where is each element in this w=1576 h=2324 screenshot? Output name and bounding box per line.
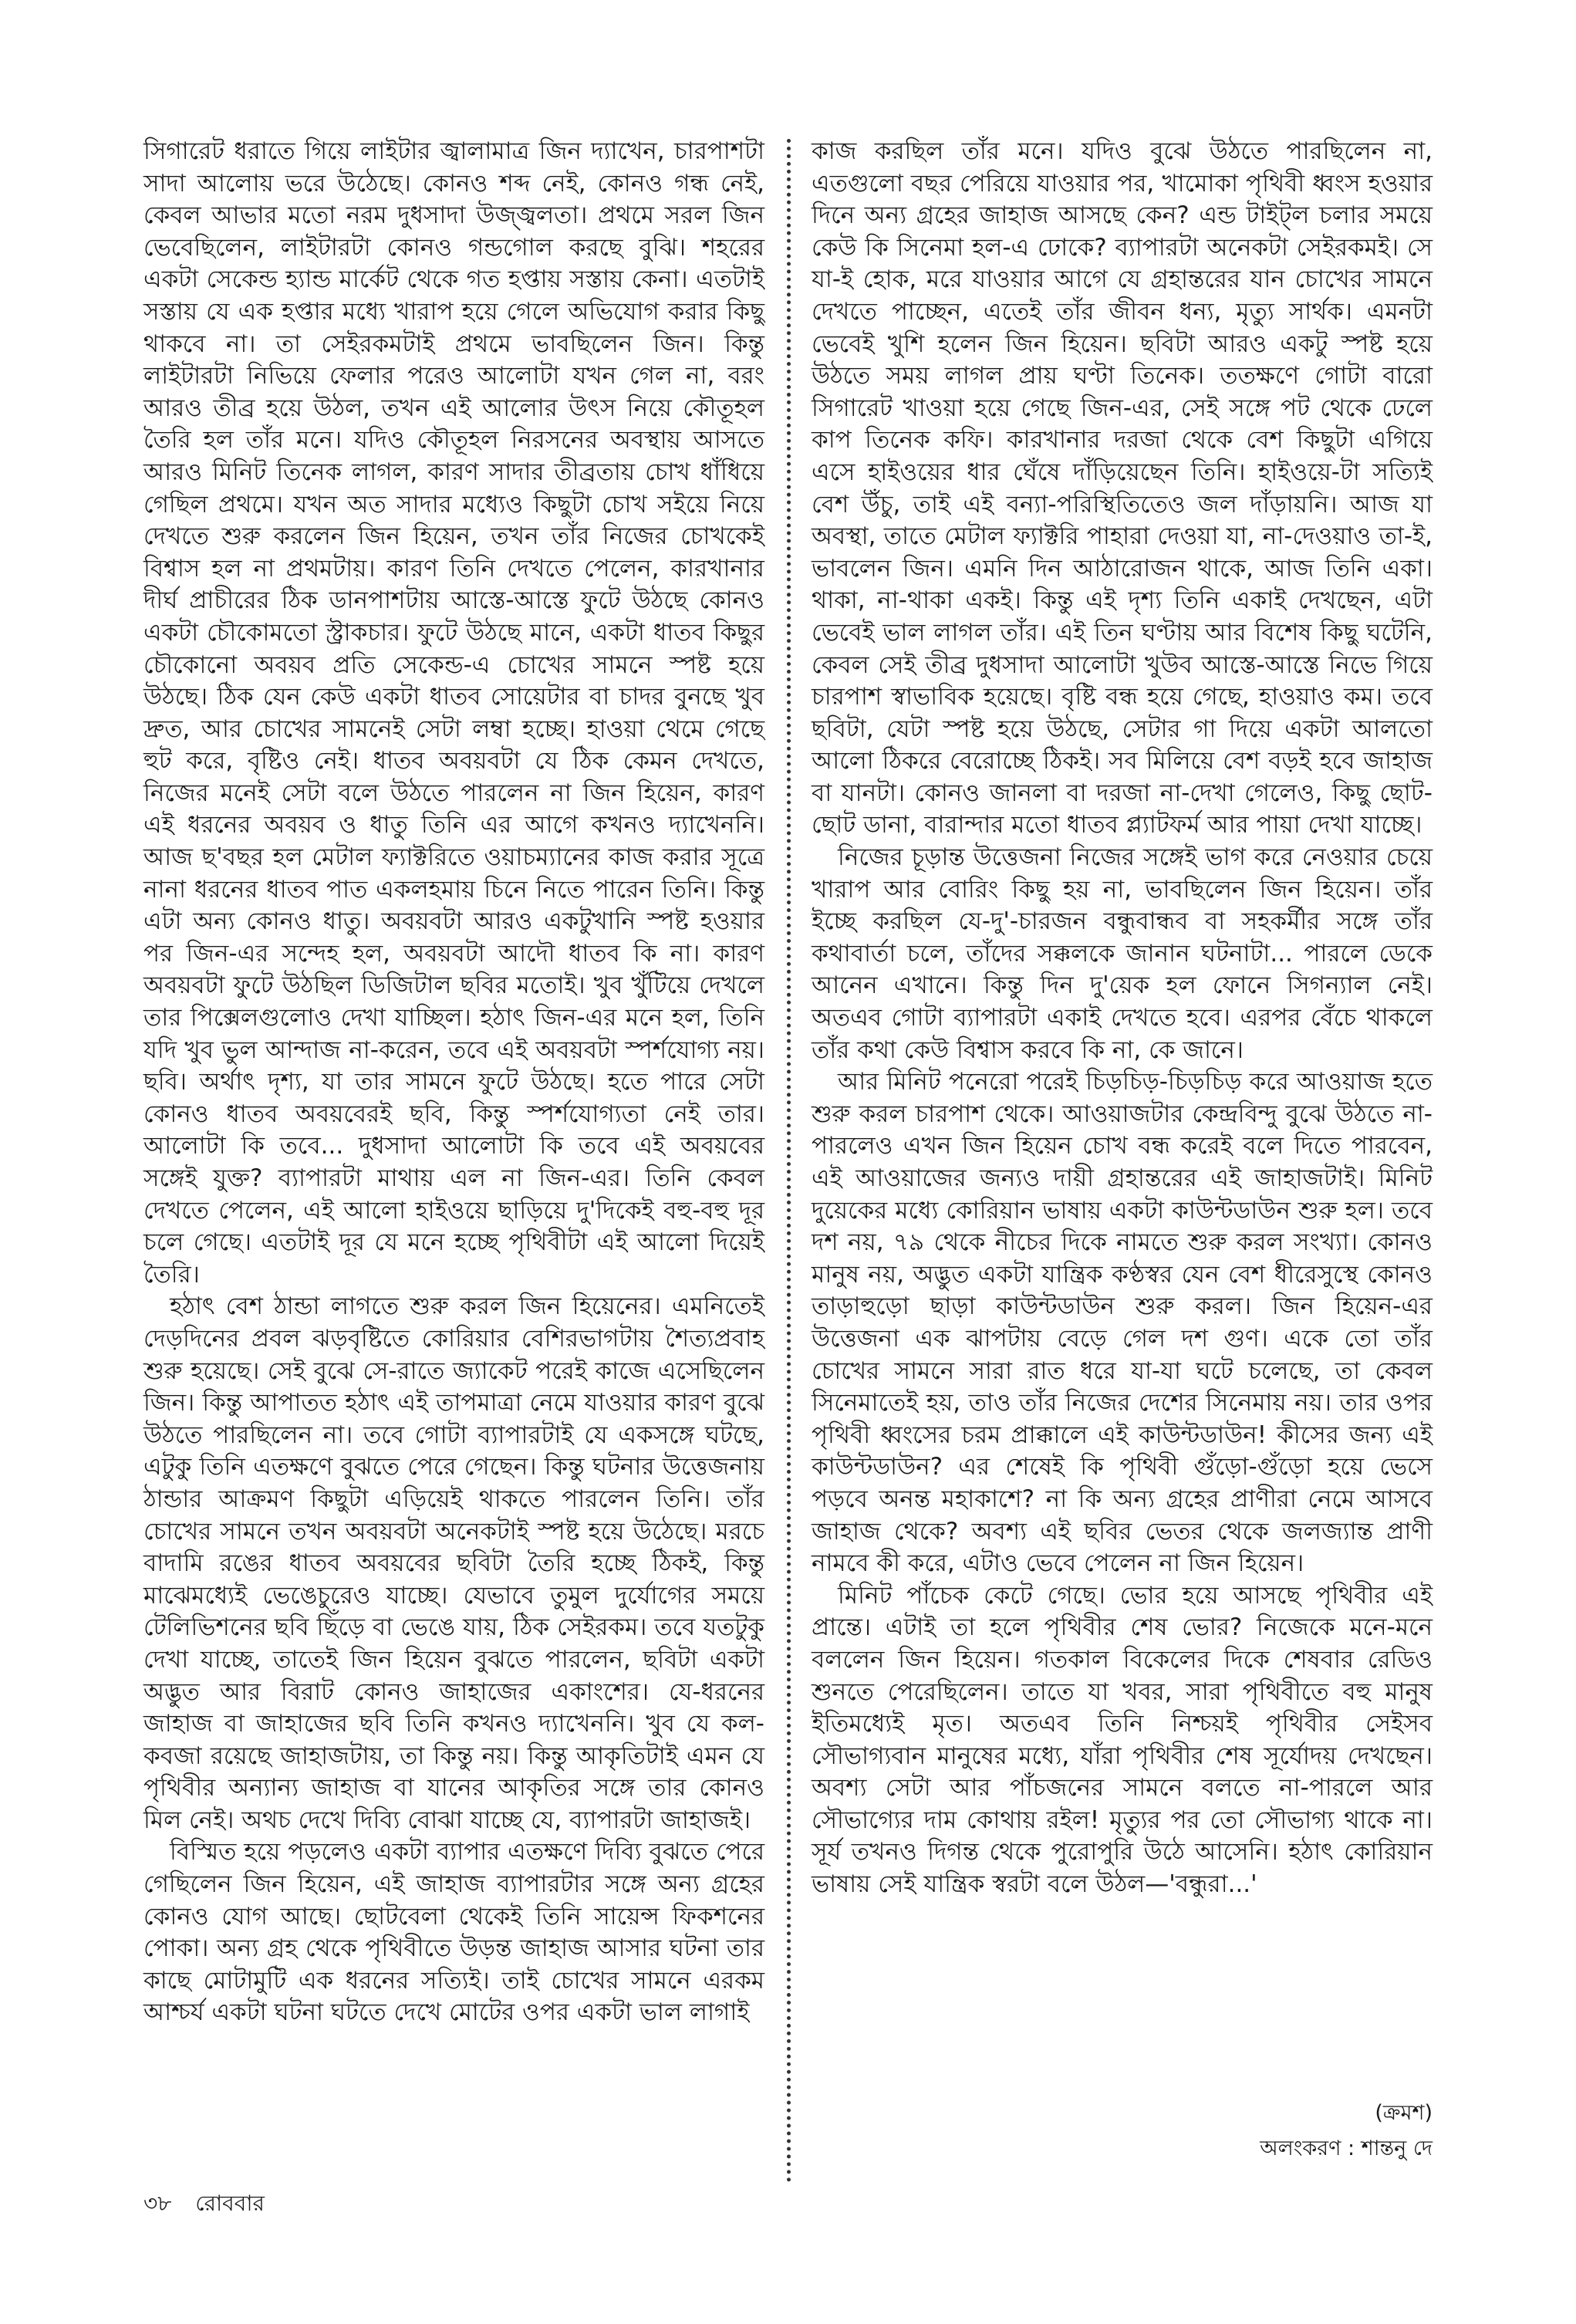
paragraph: নিজের চূড়ান্ত উত্তেজনা নিজের সঙ্গেই ভাগ করে নেওয়ার চেয়ে খারাপ আর বোরিং কিছু হয় না, ভাবছিলেন জিন হিয়েন। তাঁর ইচ্ছে করছিল যে-দু'-চারজন বন্ধুবান্ধব বা সহকর্মীর সঙ্গে তাঁর কথাবার্তা চলে, তাঁদের সক্কলকে জানান ঘটনাটা... পারলে ডেকে আনেন এখানে। কিন্তু দিন দু'য়েক হল ফোনে সিগন্যাল নেই। অতএব গোটা ব্যাপারটা একাই দেখতে হবে। এরপর বেঁচে থাকলে তাঁর কথা কেউ বিশ্বাস করবে কি না, কে জানে। — [812, 843, 1433, 1064]
page-footer — [143, 2187, 282, 2223]
paragraph: বিস্মিত হয়ে পড়লেও একটা ব্যাপার এতক্ষণে দিব্যি বুঝতে পেরে গেছিলেন জিন হিয়েন, এই জাহাজ ব্যাপারটার সঙ্গে অন্য গ্রহের কোনও যোগ আছে। ছোটবেলা থেকেই তিনি সায়েন্স ফিকশনের পোকা। অন্য গ্রহ থেকে পৃথিবীতে উড়ন্ত জাহাজ আসার ঘটনা তার কাছে মোটামুটি এক ধরনের সত্যিই। তাই চোখের সামনে এরকম আশ্চর্য একটা ঘটনা ঘটতে দেখে মোটের ওপর একটা ভাল লাগাই — [143, 1838, 764, 2027]
magazine-name: রোববার — [195, 2191, 265, 2216]
paragraph: হঠাৎ বেশ ঠান্ডা লাগতে শুরু করল জিন হিয়েনের। এমনিতেই দেড়দিনের প্রবল ঝড়বৃষ্টিতে কোরিয়ার বেশিরভাগটায় শৈত্যপ্রবাহ শুরু হয়েছে। সেই বুঝে সে-রাতে জ্যাকেট পরেই কাজে এসেছিলেন জিন। কিন্তু আপাতত হঠাৎ এই তাপমাত্রা নেমে যাওয়ার কারণ বুঝে উঠতে পারছিলেন না। তবে গোটা ব্যাপারটাই যে একসঙ্গে ঘটছে, এটুকু তিনি এতক্ষণে বুঝতে পেরে গেছেন। কিন্তু ঘটনার উত্তেজনায় ঠান্ডার আক্রমণ কিছুটা এড়িয়েই থাকতে পারলেন তিনি। তাঁর চোখের সামনে তখন অবয়বটা অনেকটাই স্পষ্ট হয়ে উঠেছে। মরচে বাদামি রঙের ধাতব অবয়বের ছবিটা তৈরি হচ্ছে ঠিকই, কিন্তু মাঝেমধ্যেই ভেঙেচুরেও যাচ্ছে। যেভাবে তুমুল দুর্যোগের সময়ে টেলিভিশনের ছবি ছিঁড়ে বা ভেঙে যায়, ঠিক সেইরকম। তবে যতটুকু দেখা যাচ্ছে, তাতেই জিন হিয়েন বুঝতে পারলেন, ছবিটা একটা অদ্ভুত আর বিরাট কোনও জাহাজের একাংশের। যে-ধরনের জাহাজ বা জাহাজের ছবি তিনি কখনও দ্যাখেননি। খুব যে কল-কবজা রয়েছে জাহাজটায়, তা কিন্তু নয়। কিন্তু আকৃতিটাই এমন যে পৃথিবীর অন্যান্য জাহাজ বা যানের আকৃতির সঙ্গে তার কোনও মিল নেই। অথচ দেখে দিব্যি বোঝা যাচ্ছে যে, ব্যাপারটা জাহাজই। — [143, 1292, 764, 1834]
paragraph: আর মিনিট পনেরো পরেই চিড়চিড়-চিড়চিড় করে আওয়াজ হতে শুরু করল চারপাশ থেকে। আওয়াজটার কেন্দ্রবিন্দু বুঝে উঠতে না-পারলেও এখন জিন হিয়েন চোখ বন্ধ করেই বলে দিতে পারবেন, এই আওয়াজের জন্যও দায়ী গ্রহান্তরের এই জাহাজটাই। মিনিট দুয়েকের মধ্যে কোরিয়ান ভাষায় একটা কাউন্টডাউন শুরু হল। তবে দশ নয়, ৭৯ থেকে নীচের দিকে নামতে শুরু করল সংখ্যা। কোনও মানুষ নয়, অদ্ভুত একটা যান্ত্রিক কণ্ঠস্বর যেন বেশ ধীরেসুস্থে কোনও তাড়াহুড়ো ছাড়া কাউন্টডাউন শুরু করল। জিন হিয়েন-এর উত্তেজনা এক ঝাপটায় বেড়ে গেল দশ গুণ। একে তো তাঁর চোখের সামনে সারা রাত ধরে যা-যা ঘটে চলেছে, তা কেবল সিনেমাতেই হয়, তাও তাঁর নিজের দেশের সিনেমায় নয়। তার ওপর পৃথিবী ধ্বংসের চরম প্রাক্কালে এই কাউন্টডাউন! কীসের জন্য এই কাউন্টডাউন? এর শেষেই কি পৃথিবী গুঁড়ো-গুঁড়ো হয়ে ভেসে পড়বে অনন্ত মহাকাশে? না কি অন্য গ্রহের প্রাণীরা নেমে আসবে জাহাজ থেকে? অবশ্য এই ছবির ভেতর থেকে জলজ্যান্ত প্রাণী নামবে কী করে, এটাও ভেবে পেলেন না জিন হিয়েন। — [812, 1068, 1433, 1578]
illustration-credit: অলংকরণ : শান্তনু দে — [1260, 2137, 1433, 2160]
article-column-left — [143, 136, 764, 2029]
paragraph: মিনিট পাঁচেক কেটে গেছে। ভোর হয়ে আসছে পৃথিবীর এই প্রান্তে। এটাই তা হলে পৃথিবীর শেষ ভোর? নিজেকে মনে-মনে বললেন জিন হিয়েন। গতকাল বিকেলের দিকে শেষবার রেডিও শুনতে পেরেছিলেন। তাতে যা খবর, সারা পৃথিবীতে বহু মানুষ ইতিমধ্যেই মৃত। অতএব তিনি নিশ্চয়ই পৃথিবীর সেইসব সৌভাগ্যবান মানুষের মধ্যে, যাঁরা পৃথিবীর শেষ সূর্যোদয় দেখছেন। অবশ্য সেটা আর পাঁচজনের সামনে বলতে না-পারলে আর সৌভাগ্যের দাম কোথায় রইল! মৃত্যুর পর তো সৌভাগ্য থাকে না। সূর্য তখনও দিগন্ত থেকে পুরোপুরি উঠে আসেনি। হঠাৎ কোরিয়ান ভাষায় সেই যান্ত্রিক স্বরটা বলে উঠল—'বন্ধুরা...' — [812, 1581, 1433, 1899]
column-divider — [787, 139, 791, 2184]
page-number: ৩৮ — [143, 2191, 172, 2216]
paragraph: কাজ করছিল তাঁর মনে। যদিও বুঝে উঠতে পারছিলেন না, এতগুলো বছর পেরিয়ে যাওয়ার পর, খামোকা পৃথিবী ধ্বংস হওয়ার দিনে অন্য গ্রহের জাহাজ আসছে কেন? এন্ড টাইট্‌ল চলার সময়ে কেউ কি সিনেমা হল-এ ঢোকে? ব্যাপারটা অনেকটা সেইরকমই। সে যা-ই হোক, মরে যাওয়ার আগে যে গ্রহান্তরের যান চোখের সামনে দেখতে পাচ্ছেন, এতেই তাঁর জীবন ধন্য, মৃত্যু সার্থক। এমনটা ভেবেই খুশি হলেন জিন হিয়েন। ছবিটা আরও একটু স্পষ্ট হয়ে উঠতে সময় লাগল প্রায় ঘণ্টা তিনেক। ততক্ষণে গোটা বারো সিগারেট খাওয়া হয়ে গেছে জিন-এর, সেই সঙ্গে পট থেকে ঢেলে কাপ তিনেক কফি। কারখানার দরজা থেকে বেশ কিছুটা এগিয়ে এসে হাইওয়ের ধার ঘেঁষে দাঁড়িয়েছেন তিনি। হাইওয়ে-টা সত্যিই বেশ উঁচু, তাই এই বন্যা-পরিস্থিতিতেও জল দাঁড়ায়নি। আজ যা অবস্থা, তাতে মেটাল ফ্যাক্টরি পাহারা দেওয়া যা, না-দেওয়াও তা-ই, ভাবলেন জিন। এমনি দিন আঠারোজন থাকে, আজ তিনি একা। থাকা, না-থাকা একই। কিন্তু এই দৃশ্য তিনি একাই দেখছেন, এটা ভেবেই ভাল লাগল তাঁর। এই তিন ঘণ্টায় আর বিশেষ কিছু ঘটেনি, কেবল সেই তীব্র দুধসাদা আলোটা খুউব আস্তে-আস্তে নিভে গিয়ে চারপাশ স্বাভাবিক হয়েছে। বৃষ্টি বন্ধ হয়ে গেছে, হাওয়াও কম। তবে ছবিটা, যেটা স্পষ্ট হয়ে উঠছে, সেটার গা দিয়ে একটা আলতো আলো ঠিকরে বেরোচ্ছে ঠিকই। সব মিলিয়ে বেশ বড়ই হবে জাহাজ বা যানটা। কোনও জানলা বা দরজা না-দেখা গেলেও, কিছু ছোট-ছোট ডানা, বারান্দার মতো ধাতব প্ল্যাটফর্ম আর পায়া দেখা যাচ্ছে। — [812, 137, 1433, 839]
continued-label: (ক্রমশ) — [1375, 2101, 1433, 2125]
article-column-right — [812, 136, 1433, 1901]
paragraph: সিগারেট ধরাতে গিয়ে লাইটার জ্বালামাত্র জিন দ্যাখেন, চারপাশটা সাদা আলোয় ভরে উঠেছে। কোনও শব্দ নেই, কোনও গন্ধ নেই, কেবল আভার মতো নরম দুধসাদা উজ্জ্বলতা। প্রথমে সরল জিন ভেবেছিলেন, লাইটারটা কোনও গন্ডগোল করছে বুঝি। শহরের একটা সেকেন্ড হ্যান্ড মার্কেট থেকে গত হপ্তায় সস্তায় কেনা। এতটাই সস্তায় যে এক হপ্তার মধ্যে খারাপ হয়ে গেলে অভিযোগ করার কিছু থাকবে না। তা সেইরকমটাই প্রথমে ভাবছিলেন জিন। কিন্তু লাইটারটা নিভিয়ে ফেলার পরেও আলোটা যখন গেল না, বরং আরও তীব্র হয়ে উঠল, তখন এই আলোর উৎস নিয়ে কৌতূহল তৈরি হল তাঁর মনে। যদিও কৌতূহল নিরসনের অবস্থায় আসতে আরও মিনিট তিনেক লাগল, কারণ সাদার তীব্রতায় চোখ ধাঁধিয়ে গেছিল প্রথমে। যখন অত সাদার মধ্যেও কিছুটা চোখ সইয়ে নিয়ে দেখতে শুরু করলেন জিন হিয়েন, তখন তাঁর নিজের চোখকেই বিশ্বাস হল না প্রথমটায়। কারণ তিনি দেখতে পেলেন, কারখানার দীর্ঘ প্রাচীরের ঠিক ডানপাশটায় আস্তে-আস্তে ফুটে উঠছে কোনও একটা চৌকোমতো স্ট্রাকচার। ফুটে উঠছে মানে, একটা ধাতব কিছুর চৌকোনো অবয়ব প্রতি সেকেন্ড-এ চোখের সামনে স্পষ্ট হয়ে উঠছে। ঠিক যেন কেউ একটা ধাতব সোয়েটার বা চাদর বুনছে খুব দ্রুত, আর চোখের সামনেই সেটা লম্বা হচ্ছে। হাওয়া থেমে গেছে হুট করে, বৃষ্টিও নেই। ধাতব অবয়বটা যে ঠিক কেমন দেখতে, নিজের মনেই সেটা বলে উঠতে পারলেন না জিন হিয়েন, কারণ এই ধরনের অবয়ব ও ধাতু তিনি এর আগে কখনও দ্যাখেননি। আজ ছ'বছর হল মেটাল ফ্যাক্টরিতে ওয়াচম্যানের কাজ করার সূত্রে নানা ধরনের ধাতব পাত একলহমায় চিনে নিতে পারেন তিনি। কিন্তু এটা অন্য কোনও ধাতু। অবয়বটা আরও একটুখানি স্পষ্ট হওয়ার পর জিন-এর সন্দেহ হল, অবয়বটা আদৌ ধাতব কি না। কারণ অবয়বটা ফুটে উঠছিল ডিজিটাল ছবির মতোই। খুব খুঁটিয়ে দেখলে তার পিক্সেলগুলোও দেখা যাচ্ছিল। হঠাৎ জিন-এর মনে হল, তিনি যদি খুব ভুল আন্দাজ না-করেন, তবে এই অবয়বটা স্পর্শযোগ্য নয়। ছবি। অর্থাৎ দৃশ্য, যা তার সামনে ফুটে উঠছে। হতে পারে সেটা কোনও ধাতব অবয়বেরই ছবি, কিন্তু স্পর্শযোগ্যতা নেই তার। আলোটা কি তবে... দুধসাদা আলোটা কি তবে এই অবয়বের সঙ্গেই যুক্ত? ব্যাপারটা মাথায় এল না জিন-এর। তিনি কেবল দেখতে পেলেন, এই আলো হাইওয়ে ছাড়িয়ে দু'দিকেই বহু-বহু দূর চলে গেছে। এতটাই দূর যে মনে হচ্ছে পৃথিবীটা এই আলো দিয়েই তৈরি। — [143, 137, 764, 1289]
